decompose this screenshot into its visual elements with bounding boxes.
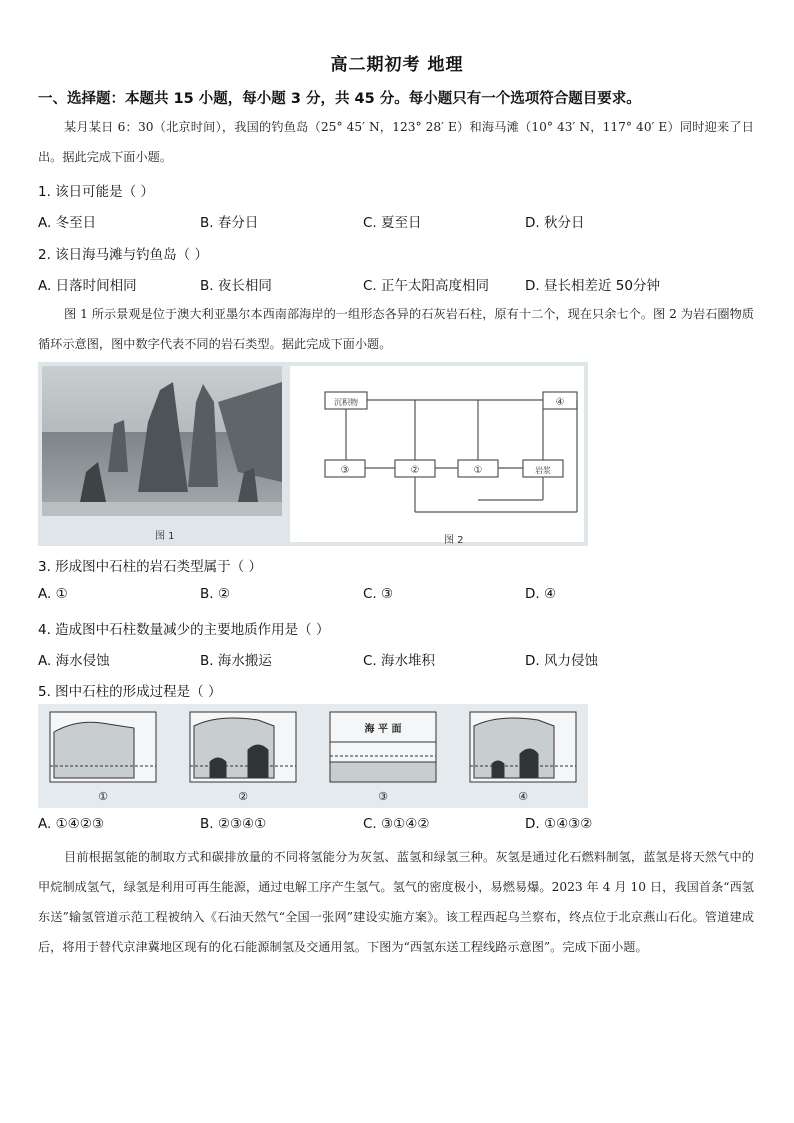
q1-option-c[interactable]: C. 夏至日 bbox=[363, 215, 422, 231]
q1-option-a[interactable]: A. 冬至日 bbox=[38, 215, 97, 231]
q1-option-d[interactable]: D. 秋分日 bbox=[525, 215, 585, 231]
q4-option-b[interactable]: B. 海水搬运 bbox=[200, 653, 272, 669]
q3-option-d[interactable]: D. ④ bbox=[525, 586, 557, 602]
intro-paragraph-1: 某月某日 6：30（北京时间），我国的钓鱼岛（25° 45′ N，123° 28′ E）和海马滩（10° 43′ N，117° 40′ E）同时迎来了日出。据此完成下面小题。 bbox=[38, 120, 754, 164]
panel-1-label: ① bbox=[98, 790, 108, 803]
photo-sea-stacks bbox=[38, 362, 588, 546]
question-2-stem: 2. 该日海马滩与钓鱼岛（ ） bbox=[38, 247, 208, 263]
fig2-caption: 图 2 bbox=[444, 535, 464, 546]
sea-level-label: 海 平 面 bbox=[364, 724, 402, 735]
fig2-magma-label: 岩浆 bbox=[535, 466, 551, 475]
figure-coastal-sequence bbox=[38, 704, 588, 808]
q5-option-d[interactable]: D. ①④③② bbox=[525, 816, 593, 832]
q3-option-a[interactable]: A. ① bbox=[38, 586, 68, 602]
fig1-caption: 图 1 bbox=[155, 531, 175, 542]
fig2-node-1: ① bbox=[473, 465, 483, 476]
q2-option-c[interactable]: C. 正午太阳高度相同 bbox=[363, 278, 490, 294]
fig2-node-3: ③ bbox=[340, 465, 350, 476]
panel-2-label: ② bbox=[238, 790, 248, 803]
q5-option-b[interactable]: B. ②③④① bbox=[200, 816, 267, 832]
panel-3-label: ③ bbox=[378, 790, 388, 803]
q2-option-a[interactable]: A. 日落时间相同 bbox=[38, 278, 137, 294]
panel-4-label: ④ bbox=[518, 790, 528, 803]
question-4-stem: 4. 造成图中石柱数量减少的主要地质作用是（ ） bbox=[38, 622, 330, 638]
intro-paragraph-2: 图 1 所示景观是位于澳大利亚墨尔本西南部海岸的一组形态各异的石灰岩石柱，原有十二个，现在只余七个。图 2 为岩石圈物质循环示意图，图中数字代表不同的岩石类型。据此完成下面小题。 bbox=[38, 307, 754, 351]
q4-option-a[interactable]: A. 海水侵蚀 bbox=[38, 653, 110, 669]
q5-option-c[interactable]: C. ③①④② bbox=[363, 816, 430, 832]
fig2-node-2: ② bbox=[410, 465, 420, 476]
q2-option-b[interactable]: B. 夜长相同 bbox=[200, 278, 272, 294]
question-3-stem: 3. 形成图中石柱的岩石类型属于（ ） bbox=[38, 559, 262, 575]
figure-panel bbox=[38, 362, 588, 546]
intro-paragraph-3: 目前根据氢能的制取方式和碳排放量的不同将氢能分为灰氢、蓝氢和绿氢三种。灰氢是通过化石燃料制氢，蓝氢是将天然气中的甲烷制成氢气，绿氢是利用可再生能源，通过电解工序产生氢气。氢气的密度极小，易燃易爆。2023 年 4 月 10 日，我国首条“西氢东送”输氢管道示范工程被纳入《石油天然气“全国一张网”建设实施方案》。该工程西起乌兰察布，终点位于北京燕山石化。管道建成后，将用于替代京津冀地区现有的化石能源制氢及交通用氢。下图为“西氢东送工程线路示意图”。完成下面小题。 bbox=[38, 850, 754, 954]
q3-option-b[interactable]: B. ② bbox=[200, 586, 230, 602]
q5-option-a[interactable]: A. ①④②③ bbox=[38, 816, 104, 832]
q2-option-d[interactable]: D. 昼长相差近 50分钟 bbox=[525, 278, 660, 294]
question-5-stem: 5. 图中石柱的形成过程是（ ） bbox=[38, 684, 222, 700]
section-heading: 一、选择题：本题共 15 小题，每小题 3 分，共 45 分。每小题只有一个选项符合题目要求。 bbox=[38, 91, 641, 107]
q4-option-c[interactable]: C. 海水堆积 bbox=[363, 653, 436, 669]
q4-option-d[interactable]: D. 风力侵蚀 bbox=[525, 653, 598, 669]
q3-option-c[interactable]: C. ③ bbox=[363, 586, 394, 602]
page-title: 高二期初考 地理 bbox=[330, 55, 464, 75]
q1-option-b[interactable]: B. 春分日 bbox=[200, 215, 259, 231]
coastal-sequence-drawing bbox=[38, 704, 588, 808]
question-1-stem: 1. 该日可能是（ ） bbox=[38, 184, 154, 200]
fig2-node-4: ④ bbox=[555, 397, 565, 408]
fig2-sediment-label: 沉积物 bbox=[334, 398, 358, 407]
